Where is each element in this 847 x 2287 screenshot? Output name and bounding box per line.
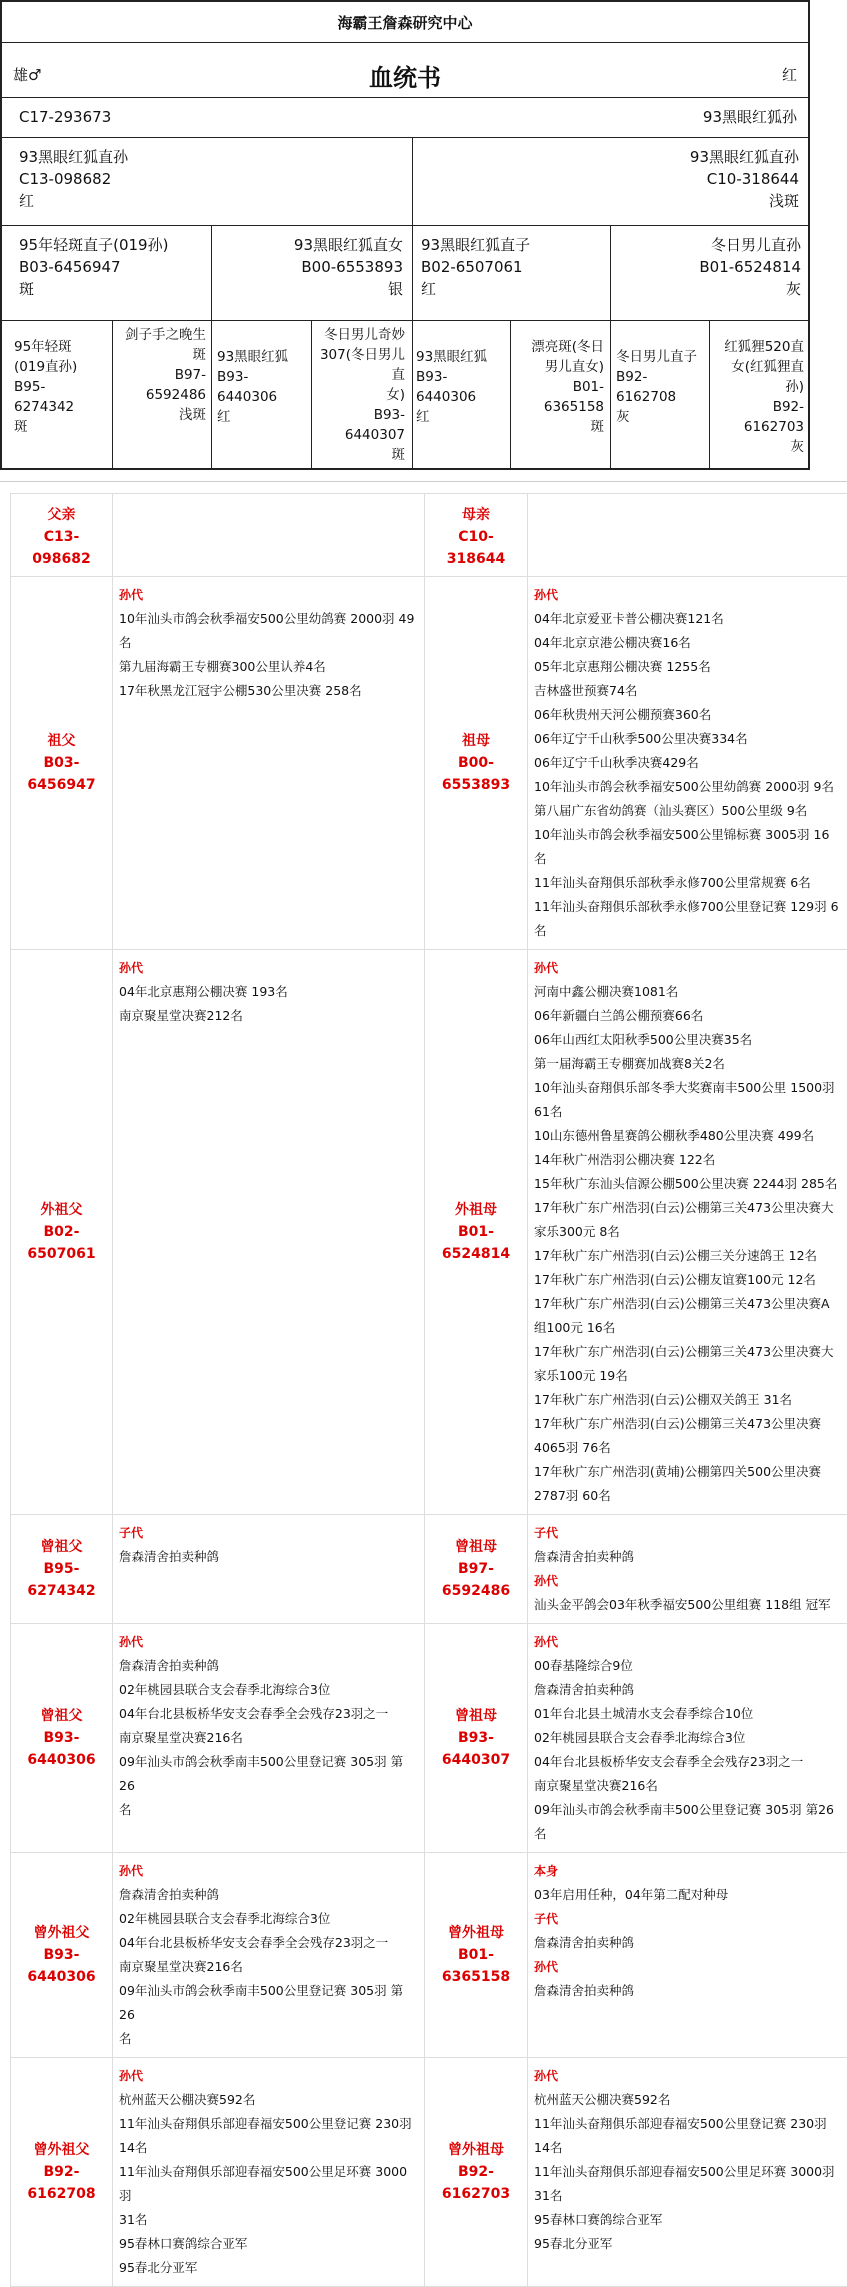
- gen4-line: B93-: [416, 367, 505, 387]
- sire-color: 红: [19, 190, 400, 212]
- achievement-line: 11年汕头奋翔俱乐部迎春福安500公里登记赛 230羽: [119, 2112, 418, 2136]
- achievement-line: 14名: [534, 2136, 841, 2160]
- gen4-line: 6440306: [416, 387, 505, 407]
- section-heading: 孙代: [119, 583, 418, 607]
- section-heading: 孙代: [534, 583, 841, 607]
- gen4-line: 斑: [117, 345, 206, 365]
- achievement-line: 15年秋广东汕头信源公棚500公里决赛 2244羽 285名: [534, 1172, 841, 1196]
- gen3-color: 银: [220, 278, 403, 300]
- record-row: [11, 494, 847, 577]
- color-label: 红: [775, 60, 804, 90]
- gen4-line: 6365158: [515, 397, 604, 417]
- gen4-cell: [10, 334, 110, 440]
- gen3-grandsire: [12, 230, 208, 304]
- achievement-line: 名: [534, 847, 841, 871]
- achievement-line: 04年台北县板桥华安支会春季全会残存23羽之一: [119, 1702, 418, 1726]
- gen3-ring: B01-6524814: [619, 256, 801, 278]
- gen4-line: 6162708: [616, 387, 704, 407]
- ancestor-title: 曾外祖父: [17, 2139, 106, 2161]
- record-row: [11, 2058, 847, 2287]
- achievement-line: 詹森清舍拍卖种鸽: [119, 1654, 418, 1678]
- ancestor-title: 曾祖母: [431, 1536, 521, 1558]
- achievement-line: 00春基隆综合9位: [534, 1654, 841, 1678]
- achievement-line: 09年汕头市鸽会秋季南丰500公里登记赛 305羽 第26: [119, 1750, 418, 1798]
- pedigree-chart: [0, 0, 810, 470]
- achievement-line: 家乐100元 19名: [534, 1364, 841, 1388]
- ancestor-ring: B01-6524814: [431, 1221, 521, 1265]
- achievement-line: 11年汕头奋翔俱乐部迎春福安500公里足环赛 3000羽: [534, 2160, 841, 2184]
- achievement-line: 11年汕头奋翔俱乐部秋季永修700公里登记赛 129羽 6: [534, 895, 841, 919]
- gen4-line: 女(红狐狸直: [714, 357, 804, 377]
- achievement-line: 04年北京爱亚卡普公棚决赛121名: [534, 607, 841, 631]
- record-row: [11, 950, 847, 1515]
- gen4-line: B97-: [117, 365, 206, 385]
- achievements-cell: [528, 1853, 847, 2058]
- achievement-line: 05年北京惠翔公棚决赛 1255名: [534, 655, 841, 679]
- achievement-line: 名: [119, 1798, 418, 1822]
- gen4-line: 6440306: [217, 387, 306, 407]
- gen4-line: 307(冬日男儿直: [316, 345, 405, 385]
- achievement-line: 14年秋广州浩羽公棚决赛 122名: [534, 1148, 841, 1172]
- org-name: 海霸王詹森研究中心: [2, 12, 808, 33]
- section-heading: 子代: [534, 1907, 841, 1931]
- achievement-line: 06年辽宁千山秋季决赛429名: [534, 751, 841, 775]
- gen4-line: 93黑眼红狐: [416, 347, 505, 367]
- achievement-line: 11年汕头奋翔俱乐部迎春福安500公里登记赛 230羽: [534, 2112, 841, 2136]
- gen3-ring: B02-6507061: [421, 256, 601, 278]
- achievement-line: 南京聚星堂决赛212名: [119, 1004, 418, 1028]
- ancestor-ring: B02-6507061: [17, 1221, 106, 1265]
- ancestor-name-cell: [425, 1853, 528, 2058]
- achievement-line: 17年秋广东广州浩羽(白云)公棚友谊赛100元 12名: [534, 1268, 841, 1292]
- ancestor-title: 曾祖父: [17, 1705, 106, 1727]
- gen4-line: 剑子手之晚生: [117, 325, 206, 345]
- achievement-line: 04年北京京港公棚决赛16名: [534, 631, 841, 655]
- gen3-maternal-granddam: [612, 230, 808, 304]
- achievement-line: 17年秋广东广州浩羽(白云)公棚第三关473公里决赛大: [534, 1196, 841, 1220]
- gen4-line: 斑: [316, 445, 405, 465]
- achievement-line: 11年汕头奋翔俱乐部秋季永修700公里常规赛 6名: [534, 871, 841, 895]
- ancestor-name-cell: [11, 577, 113, 950]
- gen3-name: 93黑眼红狐直子: [421, 234, 601, 256]
- ancestor-title: 母亲: [431, 504, 521, 526]
- achievements-cell: [528, 1515, 847, 1624]
- achievement-line: 17年秋广东广州浩羽(白云)公棚第三关473公里决赛A: [534, 1292, 841, 1316]
- gen4-line: 6592486: [117, 385, 206, 405]
- record-row: [11, 1853, 847, 2058]
- dam-ring: C10-318644: [421, 168, 799, 190]
- divider: [0, 481, 847, 482]
- achievement-line: 17年秋黑龙江冠宇公棚530公里决赛 258名: [119, 679, 418, 703]
- achievement-line: 10年汕头市鸽会秋季福安500公里幼鸽赛 2000羽 9名: [534, 775, 841, 799]
- gen3-ring: B00-6553893: [220, 256, 403, 278]
- achievement-line: 南京聚星堂决赛216名: [119, 1726, 418, 1750]
- ancestor-ring: B01-6365158: [431, 1944, 521, 1988]
- achievement-line: 詹森清舍拍卖种鸽: [534, 1678, 841, 1702]
- gen4-line: 6274342: [14, 397, 106, 417]
- gen3-ring: B03-6456947: [19, 256, 201, 278]
- ancestor-ring: B93-6440307: [431, 1727, 521, 1771]
- gen4-line: 95年轻斑: [14, 337, 106, 357]
- ancestor-ring: B93-6440306: [17, 1727, 106, 1771]
- gen4-line: B01-: [515, 377, 604, 397]
- section-heading: 孙代: [534, 1569, 841, 1593]
- gen4-line: 灰: [616, 407, 704, 427]
- ancestor-ring: B95-6274342: [17, 1558, 106, 1602]
- achievements-cell: [528, 950, 847, 1515]
- dam-name: 93黑眼红狐直孙: [421, 146, 799, 168]
- achievement-line: 杭州蓝天公棚决赛592名: [534, 2088, 841, 2112]
- ancestor-title: 曾祖父: [17, 1536, 106, 1558]
- achievement-line: 06年秋贵州天河公棚预赛360名: [534, 703, 841, 727]
- achievement-line: 南京聚星堂决赛216名: [534, 1774, 841, 1798]
- ancestor-title: 父亲: [17, 504, 106, 526]
- ancestor-ring: B97-6592486: [431, 1558, 521, 1602]
- achievements-cell: [113, 494, 425, 577]
- gen3-granddam: [213, 230, 410, 304]
- achievement-line: 4065羽 76名: [534, 1436, 841, 1460]
- gen4-cell: [113, 322, 210, 428]
- achievement-line: 詹森清舍拍卖种鸽: [534, 1931, 841, 1955]
- achievement-line: 17年秋广东广州浩羽(白云)公棚第三关473公里决赛大: [534, 1340, 841, 1364]
- gen3-maternal-grandsire: [414, 230, 608, 304]
- section-heading: 孙代: [119, 956, 418, 980]
- achievement-line: 17年秋广东广州浩羽(白云)公棚双关鸽王 31名: [534, 1388, 841, 1412]
- records-table: [10, 493, 847, 2287]
- gen4-line: 孙): [714, 377, 804, 397]
- achievement-line: 第八届广东省幼鸽赛（汕头赛区）500公里级 9名: [534, 799, 841, 823]
- subject-ring: C17-293673: [12, 102, 118, 132]
- gen4-line: B95-: [14, 377, 106, 397]
- achievement-line: 詹森清舍拍卖种鸽: [534, 1545, 841, 1569]
- sire-ring: C13-098682: [19, 168, 400, 190]
- ancestor-title: 曾祖母: [431, 1705, 521, 1727]
- gen4-line: 93黑眼红狐: [217, 347, 306, 367]
- achievement-line: 04年北京惠翔公棚决赛 193名: [119, 980, 418, 1004]
- achievement-line: 04年台北县板桥华安支会春季全会残存23羽之一: [119, 1931, 418, 1955]
- ancestor-ring: B92-6162708: [17, 2161, 106, 2205]
- achievement-line: 杭州蓝天公棚决赛592名: [119, 2088, 418, 2112]
- achievements-cell: [113, 2058, 425, 2287]
- achievements-cell: [528, 1624, 847, 1853]
- ancestor-name-cell: [425, 577, 528, 950]
- gen4-line: 红: [217, 407, 306, 427]
- ancestor-name-cell: [425, 1515, 528, 1624]
- ancestor-title: 外祖母: [431, 1199, 521, 1221]
- ancestor-ring: C13-098682: [17, 526, 106, 570]
- ancestor-ring: B00-6553893: [431, 752, 521, 796]
- achievement-line: 95春林口赛鸽综合亚军: [534, 2208, 841, 2232]
- section-heading: 孙代: [119, 2064, 418, 2088]
- section-heading: 孙代: [534, 1955, 841, 1979]
- section-heading: 子代: [119, 1521, 418, 1545]
- achievement-line: 06年新疆白兰鸽公棚预赛66名: [534, 1004, 841, 1028]
- subject-name: 93黑眼红狐孙: [696, 102, 804, 132]
- achievement-line: 61名: [534, 1100, 841, 1124]
- section-heading: 孙代: [119, 1859, 418, 1883]
- gen4-line: 斑: [515, 417, 604, 437]
- achievement-line: 95春北分亚军: [119, 2256, 418, 2280]
- gen4-line: B92-: [616, 367, 704, 387]
- gen3-name: 93黑眼红狐直女: [220, 234, 403, 256]
- achievement-line: 10年汕头市鸽会秋季福安500公里锦标赛 3005羽 16: [534, 823, 841, 847]
- ancestor-name-cell: [11, 1515, 113, 1624]
- achievement-line: 南京聚星堂决赛216名: [119, 1955, 418, 1979]
- achievement-line: 02年桃园县联合支会春季北海综合3位: [119, 1678, 418, 1702]
- gen4-cell: [511, 334, 608, 440]
- section-heading: 孙代: [534, 2064, 841, 2088]
- section-heading: 孙代: [534, 956, 841, 980]
- achievement-line: 03年启用任种，04年第二配对种母: [534, 1883, 841, 1907]
- achievement-line: 09年汕头市鸽会秋季南丰500公里登记赛 305羽 第26: [534, 1798, 841, 1822]
- achievement-line: 04年台北县板桥华安支会春季全会残存23羽之一: [534, 1750, 841, 1774]
- achievement-line: 17年秋广东广州浩羽(白云)公棚第三关473公里决赛: [534, 1412, 841, 1436]
- gen4-line: (019直孙): [14, 357, 106, 377]
- ancestor-ring: B03-6456947: [17, 752, 106, 796]
- achievement-line: 詹森清舍拍卖种鸽: [119, 1883, 418, 1907]
- achievements-cell: [113, 1515, 425, 1624]
- sex-label: 雄♂: [6, 60, 48, 90]
- achievement-line: 14名: [119, 2136, 418, 2160]
- gen4-cell: [412, 344, 509, 430]
- gen3-color: 灰: [619, 278, 801, 300]
- ancestor-title: 祖父: [17, 730, 106, 752]
- achievements-cell: [113, 577, 425, 950]
- record-row: [11, 577, 847, 950]
- sire: [12, 142, 407, 216]
- ancestor-name-cell: [425, 2058, 528, 2287]
- page-title: 血统书: [2, 58, 808, 93]
- achievement-line: 第九届海霸王专棚赛300公里认养4名: [119, 655, 418, 679]
- section-heading: 孙代: [534, 1630, 841, 1654]
- gen3-name: 冬日男儿直孙: [619, 234, 801, 256]
- gen4-cell: [710, 334, 808, 460]
- gen4-line: 红: [416, 407, 505, 427]
- gen4-line: 灰: [714, 437, 804, 457]
- record-row: [11, 1624, 847, 1853]
- achievement-line: 2787羽 60名: [534, 1484, 841, 1508]
- gen4-line: 斑: [14, 417, 106, 437]
- section-heading: 孙代: [119, 1630, 418, 1654]
- record-row: [11, 1515, 847, 1624]
- achievement-line: 10年汕头市鸽会秋季福安500公里幼鸽赛 2000羽 49: [119, 607, 418, 631]
- achievement-line: 名: [119, 631, 418, 655]
- ancestor-name-cell: [425, 1624, 528, 1853]
- achievement-line: 名: [534, 1822, 841, 1846]
- ancestor-title: 曾外祖父: [17, 1922, 106, 1944]
- section-heading: 子代: [534, 1521, 841, 1545]
- achievement-line: 詹森清舍拍卖种鸽: [534, 1979, 841, 2003]
- achievement-line: 10年汕头奋翔俱乐部冬季大奖赛南丰500公里 1500羽: [534, 1076, 841, 1100]
- gen4-line: 6440307: [316, 425, 405, 445]
- gen4-cell: [612, 344, 708, 430]
- sire-name: 93黑眼红狐直孙: [19, 146, 400, 168]
- section-heading: 本身: [534, 1859, 841, 1883]
- achievement-line: 95春北分亚军: [534, 2232, 841, 2256]
- achievement-line: 01年台北县土城清水支会春季综合10位: [534, 1702, 841, 1726]
- ancestor-ring: B92-6162703: [431, 2161, 521, 2205]
- ancestor-name-cell: [11, 2058, 113, 2287]
- achievement-line: 31名: [534, 2184, 841, 2208]
- achievement-line: 95春林口赛鸽综合亚军: [119, 2232, 418, 2256]
- achievements-cell: [113, 1624, 425, 1853]
- achievements-cell: [113, 1853, 425, 2058]
- ancestor-name-cell: [425, 950, 528, 1515]
- achievements-cell: [528, 2058, 847, 2287]
- achievement-line: 02年桃园县联合支会春季北海综合3位: [534, 1726, 841, 1750]
- achievement-line: 17年秋广东广州浩羽(黄埔)公棚第四关500公里决赛: [534, 1460, 841, 1484]
- achievement-line: 名: [119, 2027, 418, 2051]
- achievement-line: 吉林盛世预赛74名: [534, 679, 841, 703]
- achievement-line: 第一届海霸王专棚赛加战赛8关2名: [534, 1052, 841, 1076]
- ancestor-title: 外祖父: [17, 1199, 106, 1221]
- gen4-line: B93-: [217, 367, 306, 387]
- achievement-line: 家乐300元 8名: [534, 1220, 841, 1244]
- gen4-line: 浅斑: [117, 405, 206, 425]
- achievement-line: 06年山西红太阳秋季500公里决赛35名: [534, 1028, 841, 1052]
- ancestor-name-cell: [11, 1853, 113, 2058]
- gen3-color: 红: [421, 278, 601, 300]
- achievement-line: 河南中鑫公棚决赛1081名: [534, 980, 841, 1004]
- gen4-line: B93-: [316, 405, 405, 425]
- achievement-line: 09年汕头市鸽会秋季南丰500公里登记赛 305羽 第26: [119, 1979, 418, 2027]
- gen4-line: 男儿直女): [515, 357, 604, 377]
- achievements-cell: [528, 577, 847, 950]
- gen4-line: 女): [316, 385, 405, 405]
- achievements-cell: [528, 494, 847, 577]
- achievement-line: 17年秋广东广州浩羽(白云)公棚三关分速鸽王 12名: [534, 1244, 841, 1268]
- achievement-line: 组100元 16名: [534, 1316, 841, 1340]
- gen3-name: 95年轻斑直子(019孙): [19, 234, 201, 256]
- ancestor-name-cell: [11, 494, 113, 577]
- gen4-line: 冬日男儿直子: [616, 347, 704, 367]
- achievement-line: 詹森清舍拍卖种鸽: [119, 1545, 418, 1569]
- gen4-cell: [213, 344, 310, 430]
- ancestor-name-cell: [425, 494, 528, 577]
- gen4-line: 红狐狸520直: [714, 337, 804, 357]
- achievement-line: 名: [534, 919, 841, 943]
- achievements-cell: [113, 950, 425, 1515]
- gen4-line: 漂亮斑(冬日: [515, 337, 604, 357]
- achievement-line: 06年辽宁千山秋季500公里决赛334名: [534, 727, 841, 751]
- ancestor-name-cell: [11, 950, 113, 1515]
- gen4-line: 冬日男儿奇妙: [316, 325, 405, 345]
- dam-color: 浅斑: [421, 190, 799, 212]
- ancestor-name-cell: [11, 1624, 113, 1853]
- ancestor-ring: C10-318644: [431, 526, 521, 570]
- dam: [414, 142, 806, 216]
- gen4-cell: [312, 322, 409, 468]
- achievement-line: 02年桃园县联合支会春季北海综合3位: [119, 1907, 418, 1931]
- achievement-line: 汕头金平鸽会03年秋季福安500公里组赛 118组 冠军: [534, 1593, 841, 1617]
- achievement-line: 10山东德州鲁星赛鸽公棚秋季480公里决赛 499名: [534, 1124, 841, 1148]
- achievement-line: 31名: [119, 2208, 418, 2232]
- achievement-line: 11年汕头奋翔俱乐部迎春福安500公里足环赛 3000羽: [119, 2160, 418, 2208]
- ancestor-title: 曾外祖母: [431, 1922, 521, 1944]
- ancestor-ring: B93-6440306: [17, 1944, 106, 1988]
- gen3-color: 斑: [19, 278, 201, 300]
- ancestor-title: 曾外祖母: [431, 2139, 521, 2161]
- gen4-line: B92-6162703: [714, 397, 804, 437]
- ancestor-title: 祖母: [431, 730, 521, 752]
